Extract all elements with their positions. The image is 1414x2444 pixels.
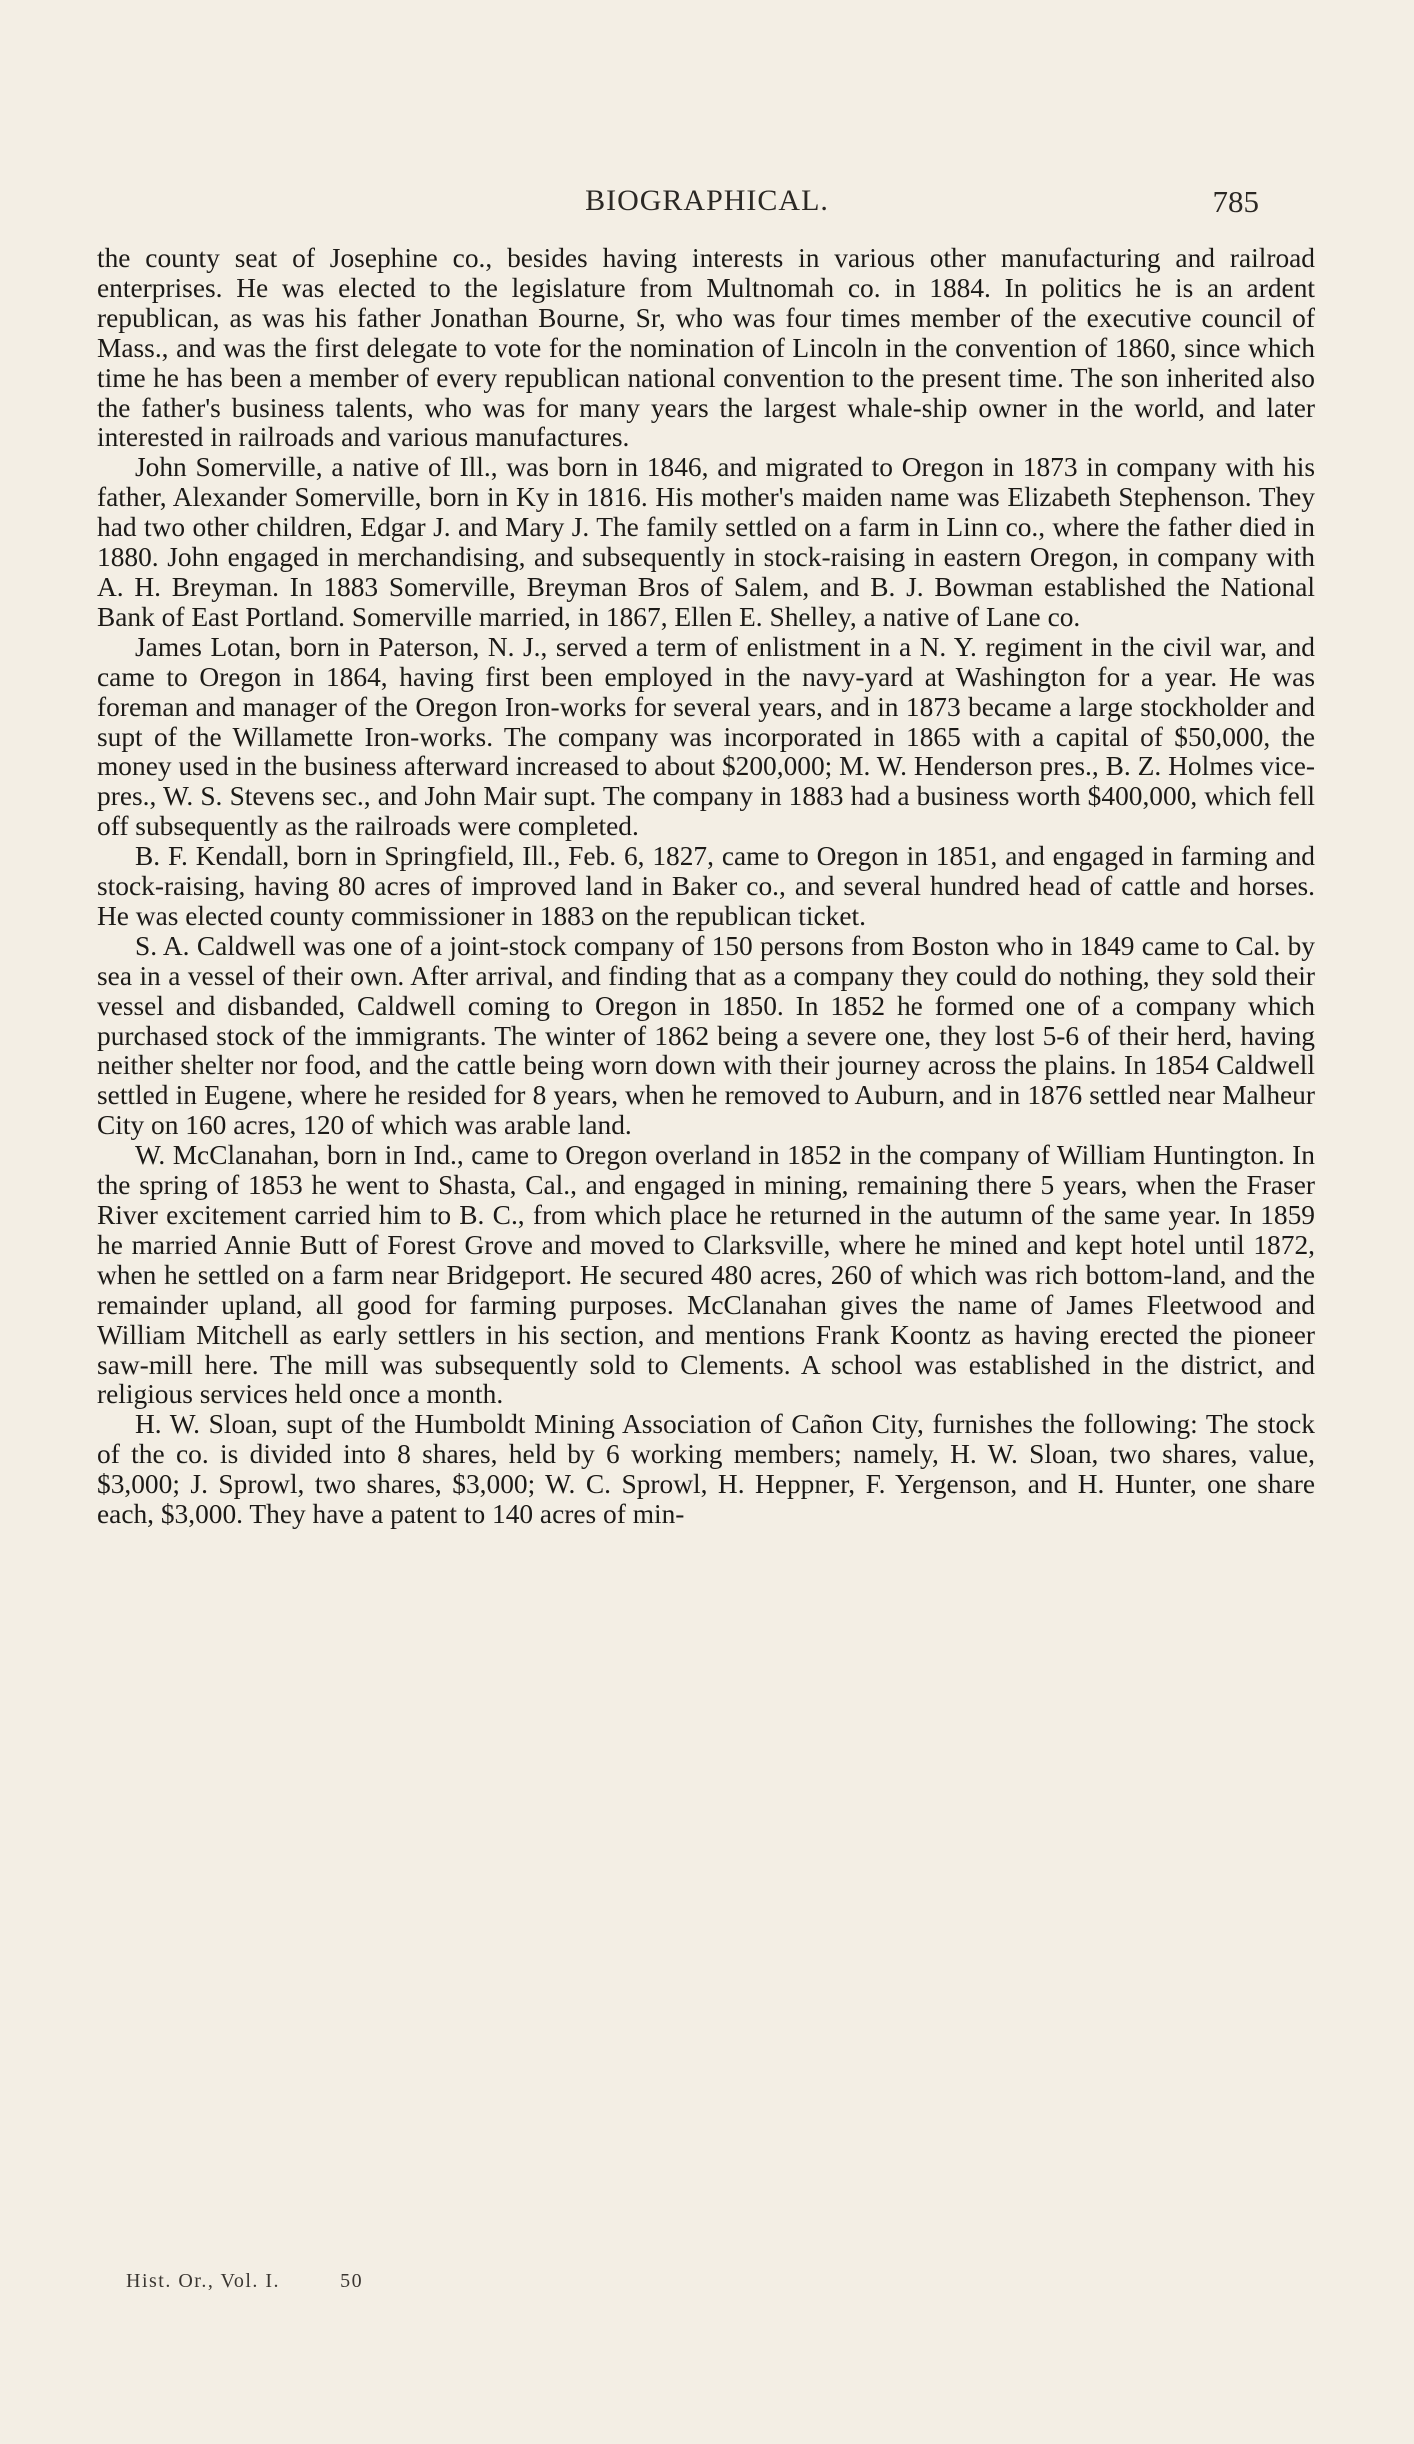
paragraph-bourne-continued: the county seat of Josephine co., besides having interests in various other manufacturing and railroad enterprises. He was elected to the legislature from Multnomah co. in 1884. In politics he is an ardent republican, as was his father Jonathan Bourne, Sr, who was four times member of the executive council of Mass., and was the first delegate to vote for the nomination of Lincoln in the convention of 1860, since which time he has been a member of every republican national convention to the present time. The son inherited also the father's business talents, who was for many years the largest whale-ship owner in the world, and later interested in railroads and various manufactures. (97, 243, 1315, 453)
footer-book-title: Hist. Or., Vol. I. (126, 2270, 281, 2292)
paragraph-somerville: John Somerville, a native of Ill., was born in 1846, and migrated to Oregon in 1873 in company with his father, Alexander Somerville, born in Ky in 1816. His mother's maiden name was Elizabeth Stephenson. They had two other children, Edgar J. and Mary J. The family settled on a farm in Linn co., where the father died in 1880. John engaged in merchandising, and subsequently in stock-raising in eastern Oregon, in company with A. H. Breyman. In 1883 Somerville, Breyman Bros of Salem, and B. J. Bowman established the National Bank of East Portland. Somerville married, in 1867, Ellen E. Shelley, a native of Lane co. (97, 452, 1315, 632)
page-number: 785 (1212, 184, 1259, 219)
signature-footer (126, 2270, 363, 2293)
paragraph-sloan: H. W. Sloan, supt of the Humboldt Mining Association of Cañon City, furnishes the following: The stock of the co. is divided into 8 shares, held by 6 working members; namely, H. W. Sloan, two shares, value, $3,000; J. Sprowl, two shares, $3,000; W. C. Sprowl, H. Heppner, F. Yergenson, and H. Hunter, one share each, $3,000. They have a patent to 140 acres of min- (97, 1409, 1315, 1530)
running-head (100, 184, 1314, 224)
footer-signature-mark: 50 (340, 2270, 364, 2292)
paragraph-mcclanahan: W. McClanahan, born in Ind., came to Oregon overland in 1852 in the company of William Huntington. In the spring of 1853 he went to Shasta, Cal., and engaged in mining, remaining there 5 years, when the Fraser River excitement carried him to B. C., from which place he returned in the autumn of the same year. In 1859 he married Annie Butt of Forest Grove and moved to Clarksville, where he mined and kept hotel until 1872, when he settled on a farm near Bridgeport. He secured 480 acres, 260 of which was rich bottom-land, and the remainder upland, all good for farming purposes. McClanahan gives the name of James Fleetwood and William Mitchell as early settlers in his section, and mentions Frank Koontz as having erected the pioneer saw-mill here. The mill was subsequently sold to Clements. A school was established in the district, and religious services held once a month. (97, 1140, 1315, 1410)
paragraph-caldwell: S. A. Caldwell was one of a joint-stock company of 150 persons from Boston who in 1849 came to Cal. by sea in a vessel of their own. After arrival, and finding that as a company they could do nothing, they sold their vessel and disbanded, Caldwell coming to Oregon in 1850. In 1852 he formed one of a company which purchased stock of the immigrants. The winter of 1862 being a severe one, they lost 5-6 of their herd, having neither shelter nor food, and the cattle being worn down with their journey across the plains. In 1854 Caldwell settled in Eugene, where he resided for 8 years, when he removed to Auburn, and in 1876 settled near Malheur City on 160 acres, 120 of which was arable land. (97, 930, 1315, 1141)
paragraph-kendall: B. F. Kendall, born in Springfield, Ill., Feb. 6, 1827, came to Oregon in 1851, and engaged in farming and stock-raising, having 80 acres of improved land in Baker co., and several hundred head of cattle and horses. He was elected county commissioner in 1883 on the republican ticket. (97, 841, 1315, 931)
paragraph-lotan: James Lotan, born in Paterson, N. J., served a term of enlistment in a N. Y. regiment in the civil war, and came to Oregon in 1864, having first been employed in the navy-yard at Washington for a year. He was foreman and manager of the Oregon Iron-works for several years, and in 1873 became a large stockholder and supt of the Willamette Iron-works. The company was incorporated in 1865 with a capital of $50,000, the money used in the business afterward increased to about $200,000; M. W. Henderson pres., B. Z. Holmes vice-pres., W. S. Stevens sec., and John Mair supt. The company in 1883 had a business worth $400,000, which fell off subsequently as the railroads were completed. (97, 631, 1315, 842)
body-text (97, 244, 1315, 1530)
running-title: BIOGRAPHICAL. (585, 184, 829, 217)
